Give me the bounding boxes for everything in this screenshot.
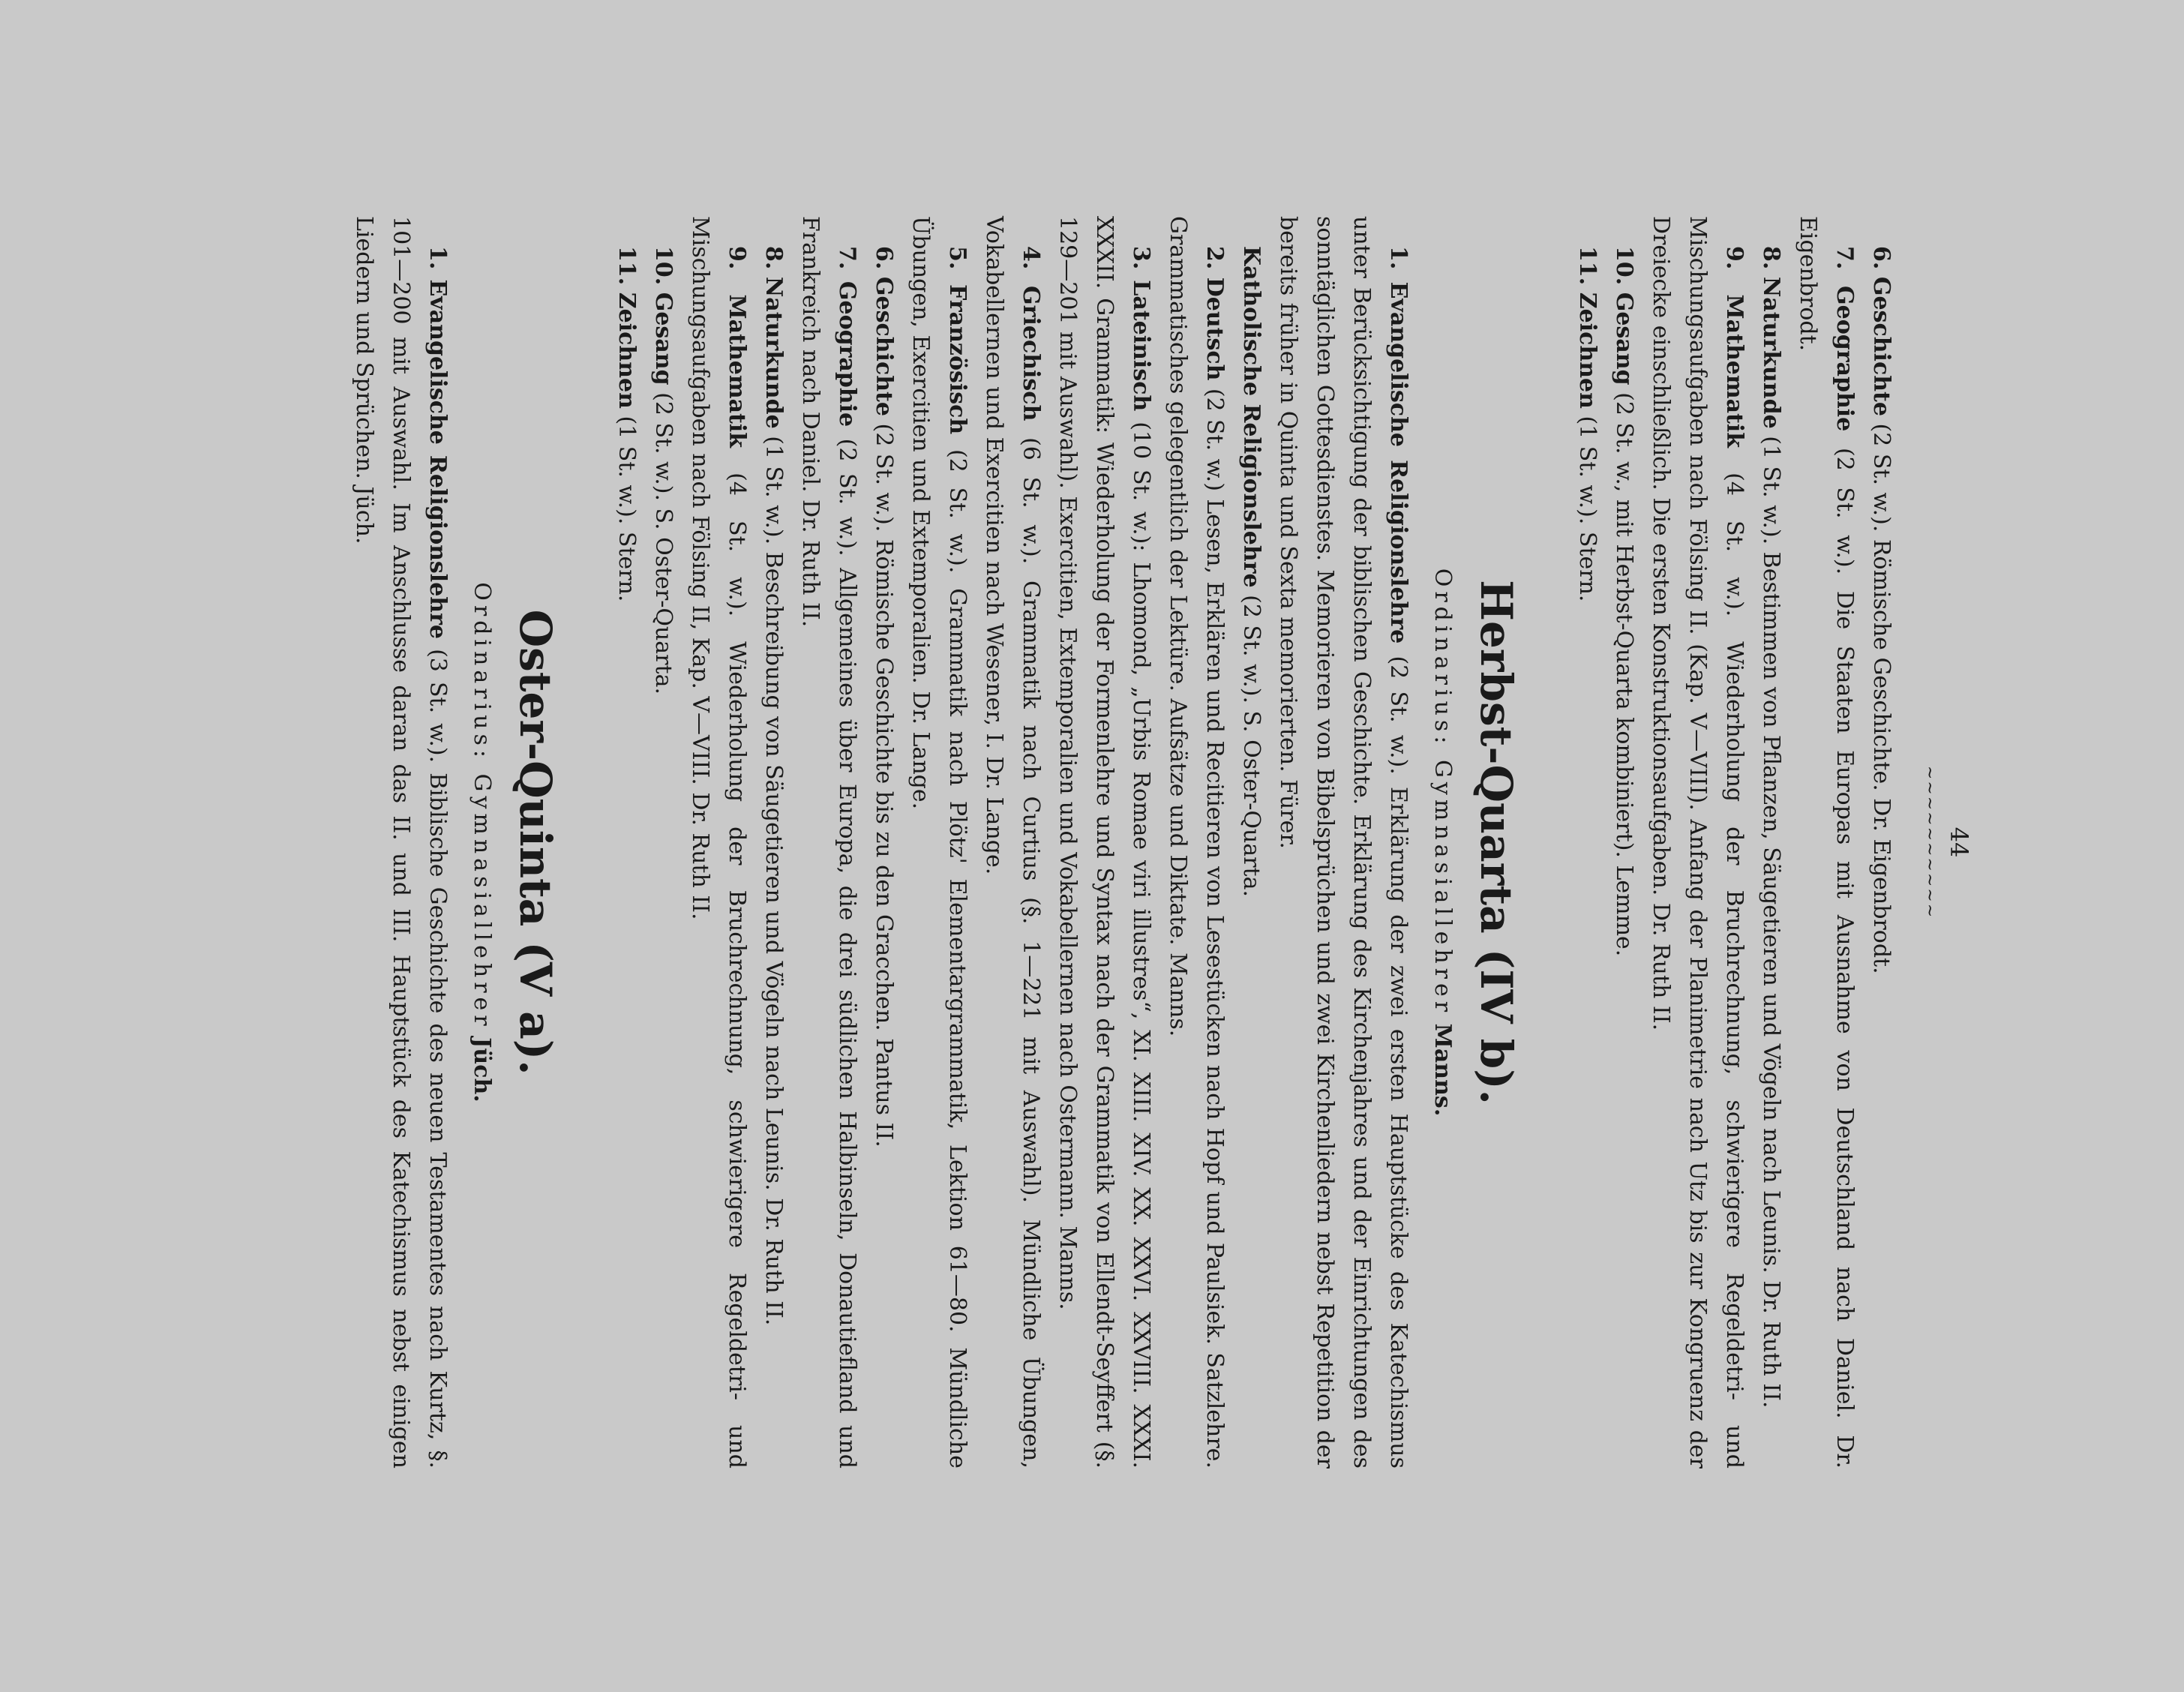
item-text: (2 St. w.). Römische Geschichte bis zu den Gracchen. Pantus II.	[871, 416, 897, 1148]
item-number: 11.	[1574, 246, 1600, 286]
list-item	[1606, 216, 1642, 1468]
list-item	[1049, 216, 1160, 1468]
section-list	[346, 216, 456, 1468]
ordinarius-line	[464, 216, 500, 1468]
item-subject: Deutsch	[1202, 277, 1228, 381]
item-text: (2 St. w.). Allgemeines über Europa, die drei südlichen Halbinseln, Donautiefland und Frankreich nach Daniel. Dr. Ruth II.	[797, 216, 860, 1468]
item-subject: Mathematik	[1721, 294, 1748, 448]
item-number: 9.	[1721, 246, 1748, 270]
page-number: 44	[1945, 826, 1973, 858]
item-text: (2 St. w., mit Herbst-Quarta kombiniert). Lemme.	[1611, 385, 1637, 957]
item-text: (6 St. w.). Grammatik nach Curtius (§. 1—221 mit Auswahl). Mündliche Übungen, Vokabellernen und Exercitien nach Wesener, I. Dr. Lange.	[981, 216, 1044, 1468]
item-subject: Gesang	[1611, 292, 1637, 386]
ordinarius-name: Manns.	[1430, 1023, 1456, 1117]
list-item	[1270, 216, 1417, 1468]
item-subject: Zeichnen	[1574, 292, 1600, 409]
item-number: 7.	[1832, 246, 1858, 270]
item-number: 3.	[1128, 246, 1154, 270]
item-text: (2 St. w.) Lesen, Erklären und Recitieren von Lesestücken nach Hopf und Paulsiek. Satzlehre. Grammatisches gelegentlich der Lektüre. Aufsätze und Diktate. Manns.	[1165, 216, 1228, 1468]
list-item	[902, 216, 976, 1468]
header-ornament: ~~~~~~~~~~	[1920, 765, 1939, 920]
item-text: (1 St. w.). Stern.	[1574, 408, 1600, 602]
list-item	[1569, 216, 1606, 1468]
item-number: 10.	[650, 246, 676, 286]
section-list	[608, 216, 1417, 1468]
item-subject: Evangelische Religionslehre	[1385, 281, 1412, 644]
item-subject: Evangelische Religionslehre	[424, 279, 451, 639]
item-text: (2 St. w.). S. Oster-Quarta.	[650, 385, 676, 695]
item-number: 6.	[871, 246, 897, 270]
item-number: 7.	[834, 246, 860, 270]
section-title: Oster-Quinta (V a).	[510, 609, 561, 1076]
list-item	[866, 216, 902, 1468]
item-text: (2 St. w.). Römische Geschichte. Dr. Eigenbrodt.	[1868, 416, 1894, 974]
list-item	[682, 216, 755, 1468]
list-item	[645, 216, 682, 1468]
item-subject: Zeichnen	[614, 292, 640, 409]
item-text: (10 St. w.): Lhomond, „Urbis Romae viri illustres“, XI. XIII. XIV. XX. XXVI. XXVIII. XXXI. XXXII. Grammatik: Wiederholung der Formenlehre und Syntax nach der Grammatik von Ellendt-Seyffert (§. 129—201 mit Auswahl). Exercitien, Extemporalien und Vokabellernen nach Ostermann. Manns.	[1054, 216, 1154, 1468]
ordinarius-label: Ordinarius: Gymnasiallehrer	[1430, 568, 1456, 1017]
document-page	[162, 134, 2022, 1558]
item-text: (1 St. w.). Stern.	[614, 408, 640, 602]
item-subject: Französisch	[944, 284, 970, 435]
list-item	[792, 216, 866, 1468]
item-text: (4 St. w.). Wiederholung der Bruchrechnung, schwierigere Regeldetri- und Mischungsaufgaben nach Fölsing II, Kap. V—VIII. Dr. Ruth II.	[687, 216, 750, 1468]
item-text: (3 St. w.). Biblische Geschichte des neuen Testamentes nach Kurtz, §. 101—200 mit Auswahl. Im Anschlusse daran das II. und III. Hauptstück des Katechismus nebst einigen Liedern und Sprüchen. Jüch.	[351, 216, 451, 1468]
item-subject: Lateinisch	[1128, 280, 1154, 412]
item-text: (2 St. w.). Die Staaten Europas mit Ausnahme von Deutschland nach Daniel. Dr. Eigenbrodt.	[1795, 216, 1858, 1468]
item-number: 4.	[1018, 246, 1044, 270]
item-number: 11.	[614, 246, 640, 286]
item-subject: Katholische Religionslehre	[1238, 246, 1264, 588]
section-title: Herbst-Quarta (IV b).	[1471, 580, 1522, 1105]
item-subject: Geschichte	[1868, 276, 1894, 416]
item-number: 2.	[1202, 246, 1228, 270]
item-subject: Geschichte	[871, 276, 897, 416]
item-number: 1.	[1385, 246, 1412, 270]
list-item	[1790, 216, 1863, 1468]
item-text: (2 St. w.). S. Oster-Quarta.	[1238, 587, 1264, 898]
item-text: (4 St. w.). Wiederholung der Bruchrechnung, schwierigere Regeldetri- und Mischungsaufgaben nach Fölsing II. (Kap. V—VIII). Anfang der Planimetrie nach Utz bis zur Kongruenz der Dreiecke einschließlich. Die ersten Konstruktionsaufgaben. Dr. Ruth II.	[1648, 216, 1748, 1468]
item-text: (1 St. w.). Bestimmen von Pflanzen, Säugetieren und Vögeln nach Leunis. Dr. Ruth II.	[1758, 428, 1784, 1408]
list-item	[346, 216, 456, 1468]
item-subject: Geographie	[834, 280, 860, 428]
item-text: (1 St. w.). Beschreibung von Säugetieren und Vögeln nach Leunis. Dr. Ruth II.	[760, 428, 787, 1326]
item-subject: Naturkunde	[760, 276, 787, 429]
list-item	[1753, 216, 1790, 1468]
ordinarius-label: Ordinarius: Gymnasiallehrer	[469, 582, 495, 1030]
list-item	[608, 216, 645, 1468]
list-item	[1642, 216, 1753, 1468]
item-number: 8.	[1758, 246, 1784, 270]
item-text: (2 St. w.). Grammatik nach Plötz' Elementargrammatik, Lektion 61—80. Mündliche Übungen, Exercitien und Extemporalien. Dr. Lange.	[908, 216, 970, 1468]
item-number: 1.	[424, 246, 451, 270]
item-number: 10.	[1611, 246, 1637, 286]
item-number: 6.	[1868, 246, 1894, 270]
item-subject: Geographie	[1832, 286, 1858, 432]
item-subject: Naturkunde	[1758, 276, 1784, 429]
list-item	[1233, 216, 1270, 1468]
ordinarius-name: Jüch.	[469, 1037, 495, 1102]
item-subject: Gesang	[650, 292, 676, 386]
item-number: 8.	[760, 246, 787, 270]
item-number: 9.	[724, 246, 750, 270]
list-item	[1863, 216, 1900, 1468]
list-item	[1160, 216, 1233, 1468]
item-subject: Griechisch	[1018, 286, 1044, 422]
list-item	[755, 216, 792, 1468]
continuation-list	[1569, 216, 1900, 1468]
item-text: (2 St. w.). Erklärung der zwei ersten Hauptstücke des Katechismus unter Berücksichtigung der biblischen Geschichte. Erklärung des Kirchenjahres und der Einrichtungen des sonntäglichen Gottesdienstes. Memorieren von Bibelsprüchen und zwei Kirchenliedern nebst Repetition der bereits früher in Quinta und Sexta memorierten. Fürer.	[1275, 216, 1412, 1468]
list-item	[976, 216, 1049, 1468]
ordinarius-line	[1424, 216, 1461, 1468]
item-number: 5.	[944, 246, 970, 270]
item-subject: Mathematik	[724, 294, 750, 448]
